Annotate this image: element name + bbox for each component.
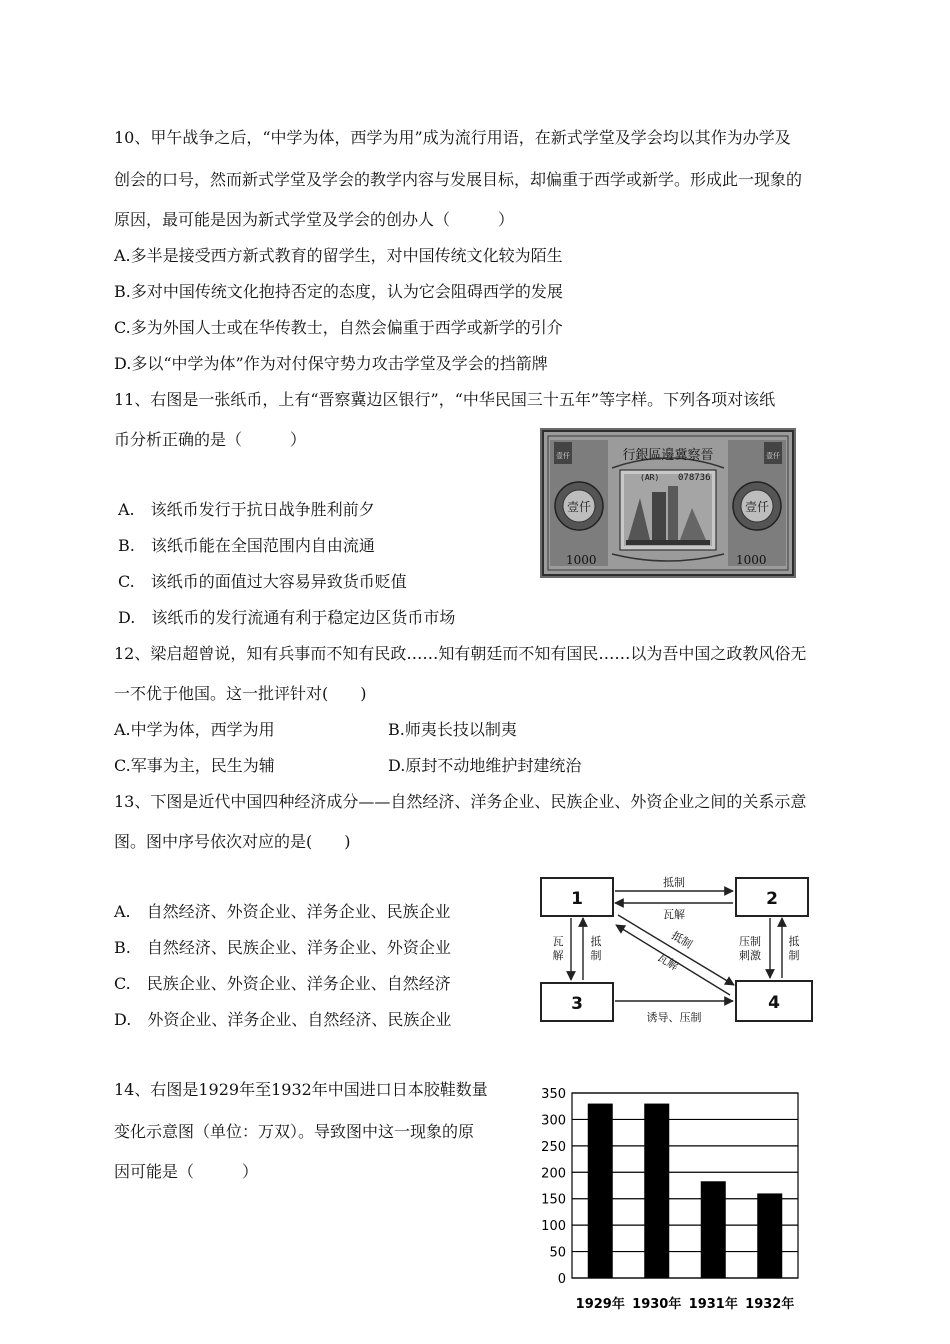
chart-y-tick-label: 350 bbox=[541, 1087, 566, 1102]
edge-2-4-left-line-1: 压制 bbox=[739, 935, 761, 948]
chart-bar bbox=[701, 1181, 726, 1278]
edge-1-3-right-char-1: 抵 bbox=[590, 935, 602, 948]
q10-option-b[interactable]: B.多对中国传统文化抱持否定的态度，认为它会阻碍西学的发展 bbox=[114, 282, 563, 301]
edge-2-4-right-char-1: 抵 bbox=[788, 935, 800, 948]
edge-1-3-left-char-2: 解 bbox=[552, 949, 564, 962]
edge-1-2-bottom-label: 瓦解 bbox=[663, 908, 685, 921]
chart-y-tick-label: 0 bbox=[557, 1272, 566, 1287]
chart-y-tick-label: 100 bbox=[541, 1219, 566, 1235]
banknote-value-left: 1000 bbox=[566, 553, 597, 567]
chart-y-tick-label: 50 bbox=[549, 1245, 566, 1261]
q12-option-b[interactable]: B.师夷长技以制夷 bbox=[388, 720, 517, 739]
arrow-1-to-4 bbox=[618, 915, 734, 985]
q14-stem-line-1: 14、右图是1929年至1932年中国进口日本胶鞋数量 bbox=[114, 1080, 488, 1099]
chart-x-tick-label: 1930年 bbox=[632, 1297, 682, 1312]
chart-x-tick-label: 1931年 bbox=[688, 1297, 738, 1312]
q10-stem-line-1: 10、甲午战争之后，“中学为体，西学为用”成为流行用语，在新式学堂及学会均以其作为办学及 bbox=[114, 128, 791, 147]
chart-x-axis bbox=[576, 1296, 795, 1312]
q12-option-c[interactable]: C.军事为主，民生为辅 bbox=[114, 756, 275, 775]
banknote-serial-prefix: (AR) bbox=[640, 473, 660, 482]
q11-stem-line-1: 11、右图是一张纸币，上有“晋察冀边区银行”，“中华民国三十五年”等字样。下列各项对该纸 bbox=[114, 390, 776, 409]
rubber-shoe-import-chart bbox=[530, 1080, 810, 1340]
q10-option-a[interactable]: A.多半是接受西方新式教育的留学生，对中国传统文化较为陌生 bbox=[114, 246, 563, 265]
edge-1-3-left-char-1: 瓦 bbox=[552, 935, 564, 948]
q11-option-c[interactable]: C. 该纸币的面值过大容易异致货币贬值 bbox=[118, 572, 407, 591]
banknote-serial: 078736 bbox=[678, 473, 711, 483]
q10-stem-line-3: 原因，最可能是因为新式学堂及学会的创办人（ ） bbox=[114, 210, 515, 229]
chart-x-tick-label: 1932年 bbox=[745, 1297, 795, 1312]
node-2-label: 2 bbox=[766, 889, 778, 909]
q13-stem-line-2: 图。图中序号依次对应的是( ) bbox=[114, 832, 351, 851]
chart-y-axis bbox=[541, 1087, 566, 1287]
edge-2-4-left-line-2: 刺激 bbox=[739, 949, 761, 962]
q13-option-b[interactable]: B. 自然经济、民族企业、洋务企业、外资企业 bbox=[114, 938, 451, 957]
q13-option-d[interactable]: D. 外资企业、洋务企业、自然经济、民族企业 bbox=[114, 1010, 452, 1029]
q11-option-a[interactable]: A. 该纸币发行于抗日战争胜利前夕 bbox=[118, 500, 375, 519]
chart-y-tick-label: 250 bbox=[541, 1139, 566, 1155]
edge-2-4-right-char-2: 制 bbox=[788, 949, 800, 962]
banknote-corner-right: 壹仟 bbox=[766, 452, 780, 460]
edge-1-3-right-char-2: 制 bbox=[590, 949, 602, 962]
edge-1-4-upper-label: 抵制 bbox=[669, 928, 695, 952]
q13-option-a[interactable]: A. 自然经济、外资企业、洋务企业、民族企业 bbox=[114, 902, 451, 921]
q10-option-d[interactable]: D.多以“中学为体”作为对付保守势力攻击学堂及学会的挡箭牌 bbox=[114, 354, 548, 373]
q12-stem-line-1: 12、梁启超曾说，知有兵事而不知有民政……知有朝廷而不知有国民……以为吾中国之政教风俗无 bbox=[114, 644, 807, 663]
q12-option-d[interactable]: D.原封不动地维护封建统治 bbox=[388, 756, 582, 775]
banknote-bank-name: 行銀區邊冀察晉 bbox=[622, 448, 714, 463]
q14-stem-line-2: 变化示意图（单位：万双）。导致图中这一现象的原 bbox=[114, 1122, 475, 1141]
node-4-label: 4 bbox=[768, 993, 780, 1013]
q10-stem-line-2: 创会的口号，然而新式学堂及学会的教学内容与发展目标，却偏重于西学或新学。形成此一现象的 bbox=[114, 170, 803, 189]
q11-option-d[interactable]: D. 该纸币的发行流通有利于稳定边区货币市场 bbox=[118, 608, 456, 627]
banknote-value-right: 1000 bbox=[736, 553, 767, 567]
economy-relation-diagram bbox=[538, 873, 820, 1028]
q12-stem-line-2: 一不优于他国。这一批评针对( ) bbox=[114, 684, 367, 703]
node-3-label: 3 bbox=[571, 994, 583, 1014]
chart-y-tick-label: 150 bbox=[541, 1192, 566, 1208]
edge-1-4-lower-label: 瓦解 bbox=[655, 950, 681, 974]
node-1-label: 1 bbox=[571, 889, 583, 909]
q11-stem-line-2: 币分析正确的是（ ） bbox=[114, 430, 307, 449]
banknote-corner-left: 壹仟 bbox=[556, 452, 570, 460]
banknote-seal-left: 壹仟 bbox=[566, 500, 592, 514]
q13-option-c[interactable]: C. 民族企业、外资企业、洋务企业、自然经济 bbox=[114, 974, 451, 993]
q10-option-c[interactable]: C.多为外国人士或在华传教士，自然会偏重于西学或新学的引介 bbox=[114, 318, 563, 337]
q11-option-b[interactable]: B. 该纸币能在全国范围内自由流通 bbox=[118, 536, 375, 555]
chart-x-tick-label: 1929年 bbox=[575, 1297, 625, 1312]
chart-bar bbox=[588, 1104, 613, 1278]
q12-option-a[interactable]: A.中学为体，西学为用 bbox=[114, 720, 275, 739]
chart-y-tick-label: 300 bbox=[541, 1113, 566, 1129]
q13-stem-line-1: 13、下图是近代中国四种经济成分——自然经济、洋务企业、民族企业、外资企业之间的关系示意 bbox=[114, 792, 807, 811]
edge-3-4-label: 诱导、压制 bbox=[646, 1011, 702, 1024]
q14-stem-line-3: 因可能是（ ） bbox=[114, 1162, 259, 1181]
chart-bar bbox=[757, 1193, 782, 1278]
edge-1-2-top-label: 抵制 bbox=[663, 876, 685, 889]
chart-y-tick-label: 200 bbox=[541, 1166, 566, 1182]
chart-bar bbox=[644, 1104, 669, 1278]
banknote-image bbox=[540, 428, 796, 578]
banknote-seal-right: 壹仟 bbox=[744, 500, 770, 514]
